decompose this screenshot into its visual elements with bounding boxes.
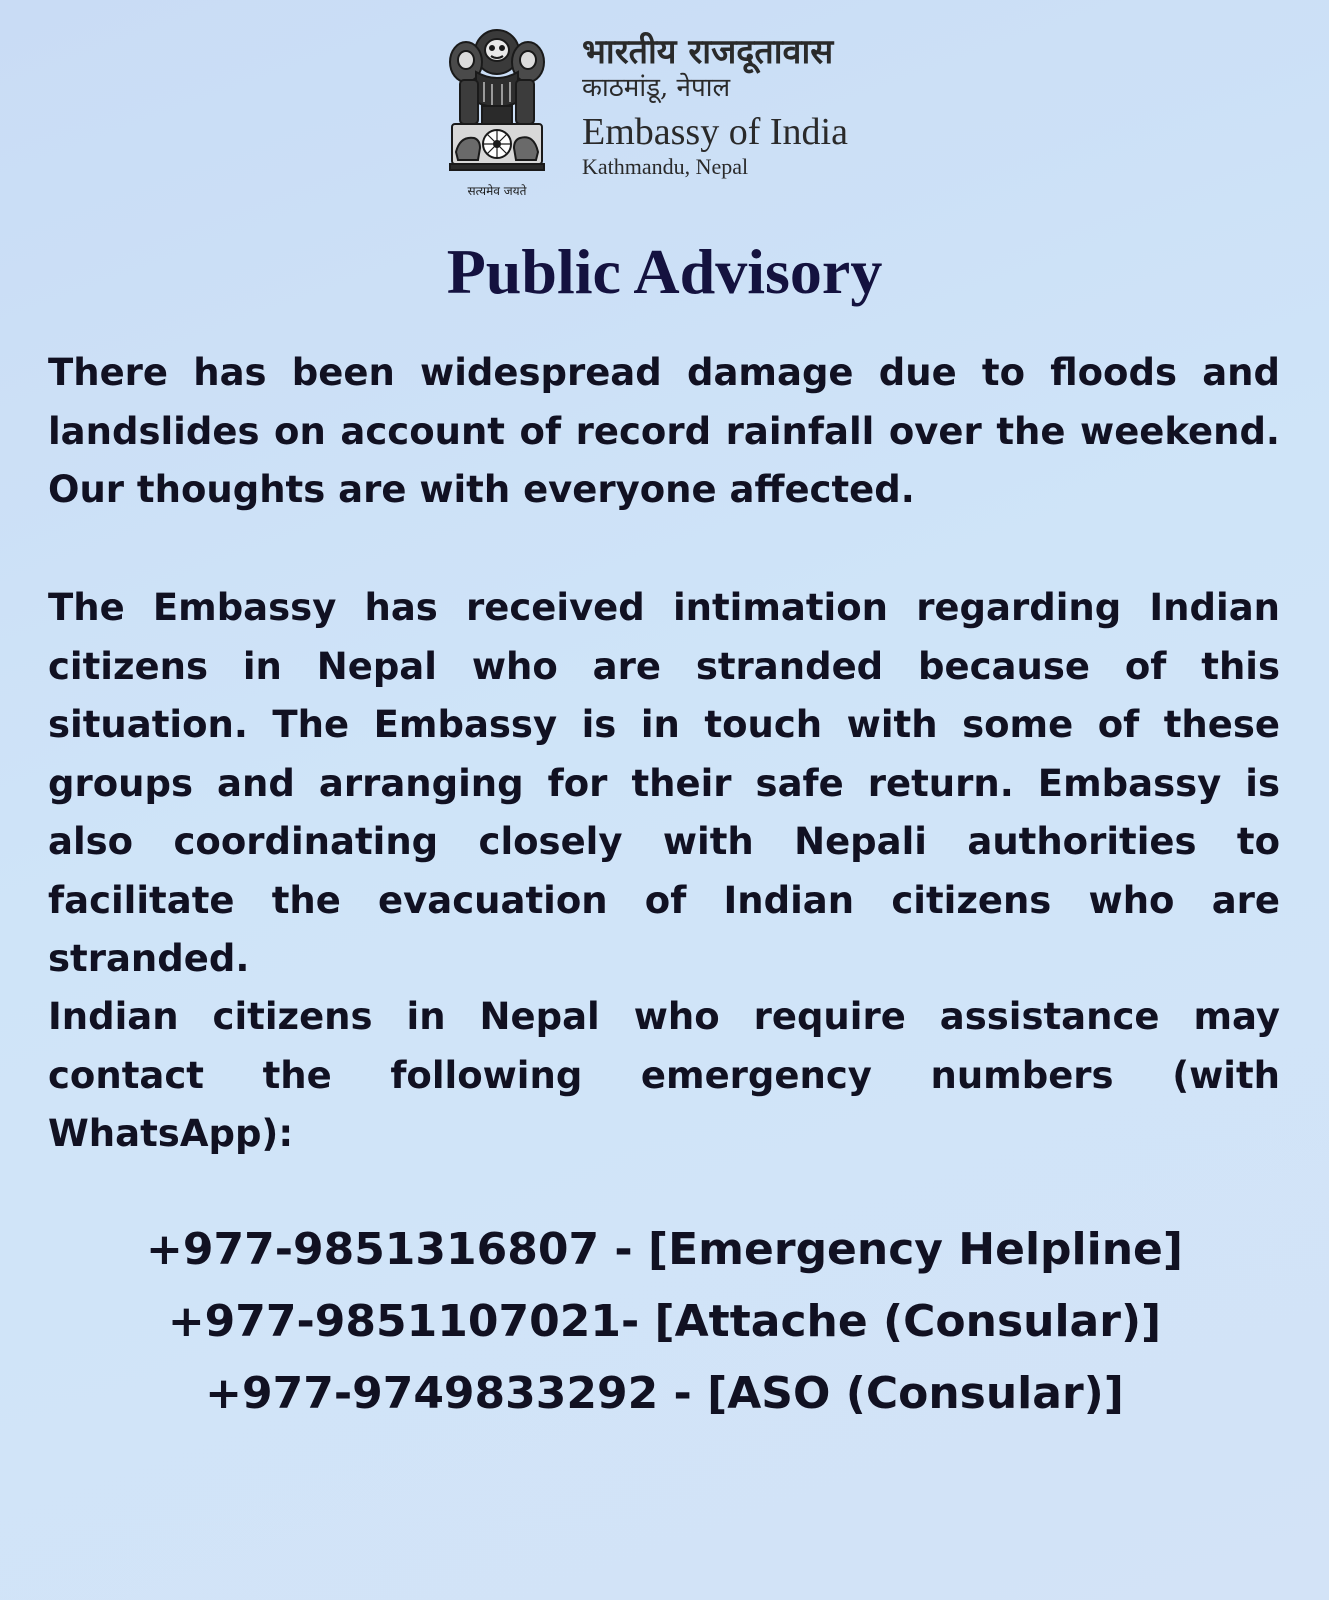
contact-emergency-helpline: +977-9851316807 - [Emergency Helpline] <box>145 1224 1183 1275</box>
embassy-place-english: Kathmandu, Nepal <box>582 154 749 179</box>
embassy-place-hindi: काठमांडू, नेपाल <box>582 73 731 103</box>
advisory-paragraph-3: Indian citizens in Nepal who require assistance may contact the following emergency numbers (with WhatsApp): <box>48 995 1280 1155</box>
embassy-name-english: Embassy of India <box>582 111 848 153</box>
letterhead-text <box>582 32 912 180</box>
national-emblem <box>446 22 548 200</box>
embassy-name-hindi: भारतीय राजदूतावास <box>582 32 834 72</box>
letterhead <box>446 22 906 207</box>
advisory-paragraph-1: There has been widespread damage due to floods and landslides on account of record rainfall over the weekend. Our thoughts are with everyone affected. <box>48 351 1280 511</box>
page-title: Public Advisory <box>446 236 883 307</box>
contact-attache-consular: +977-9851107021- [Attache (Consular)] <box>167 1296 1162 1347</box>
emergency-contacts <box>0 1214 1329 1430</box>
advisory-paragraph-2: The Embassy has received intimation regarding Indian citizens in Nepal who are stranded because of this situation. The Embassy is in touch with some of these groups and arranging for their safe return. Embassy is also coordinating closely with Nepali authorities to facilitate the evacuation of Indian citizens who are stranded. <box>48 586 1280 980</box>
contact-aso-consular: +977-9749833292 - [ASO (Consular)] <box>205 1368 1124 1419</box>
national-emblem-icon <box>446 22 548 182</box>
emblem-motto: सत्यमेव जयते <box>467 184 527 198</box>
